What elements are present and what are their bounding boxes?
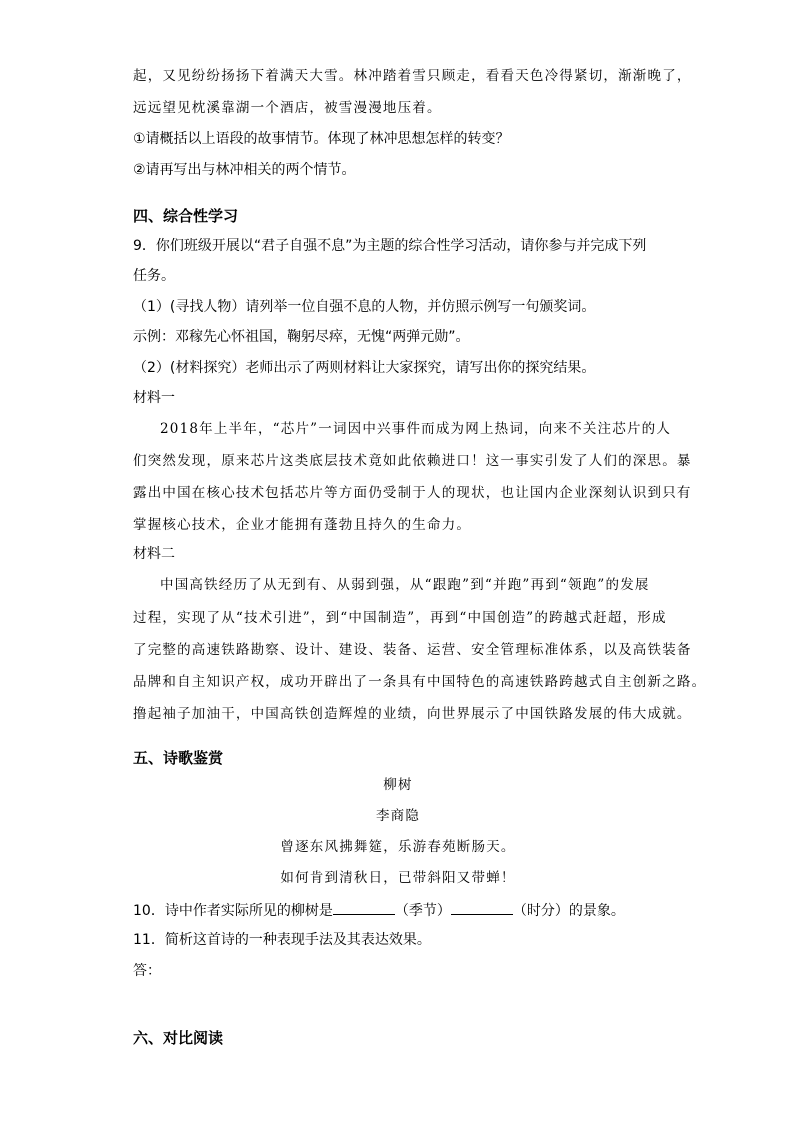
poem-line-1: 曾逐东风拂舞筵，乐游春苑断肠天。	[280, 839, 516, 855]
task-2: （2）(材料探究）老师出示了两则材料让大家探究，请写出你的探究结果。	[133, 360, 596, 376]
material-1-line-1: 2018年上半年，“芯片”一词因中兴事件而成为网上热词，向来不关注芯片的人	[160, 421, 672, 437]
material-2-line-5: 撸起袖子加油干，中国高铁创造辉煌的业绩，向世界展示了中国铁路发展的伟大成就。	[133, 706, 692, 722]
material-2-line-4: 品牌和自主知识产权，成功开辟出了一条具有中国特色的高速铁路跨越式自主创新之路。	[133, 674, 707, 690]
material-2-title: 材料二	[133, 546, 175, 562]
question-11: 11．简析这首诗的一种表现手法及其表达效果。	[133, 932, 431, 948]
poem-author: 李商隐	[375, 808, 421, 824]
material-2-line-2: 过程，实现了从“技术引进”，到“中国制造”，再到“中国创造”的跨越式赶超，形成	[133, 610, 667, 626]
question-8-sub-2: ②请再写出与林冲相关的两个情节。	[133, 162, 356, 178]
material-2-line-3: 了完整的高速铁路勘察、设计、建设、装备、运营、安全管理标准体系，以及高铁装备	[133, 642, 692, 658]
material-1-line-4: 掌握核心技术，企业才能拥有蓬勃且持久的生命力。	[133, 517, 472, 533]
section-4-heading: 四、综合性学习	[133, 207, 239, 225]
material-1-line-3: 露出中国在核心技术包括芯片等方面仍受制于人的现状，也让国内企业深刻认识到只有	[133, 485, 692, 501]
material-1-title: 材料一	[133, 390, 175, 406]
poem-line-2: 如何肯到清秋日，已带斜阳又带蝉！	[280, 870, 516, 886]
section-5-heading: 五、诗歌鉴赏	[133, 749, 224, 767]
passage-line-1: 起，又见纷纷扬扬下着满天大雪。林冲踏着雪只顾走，看看天色冷得紧切，渐渐晚了，	[133, 68, 692, 84]
question-10-suffix: （时分）的景象。	[512, 903, 625, 919]
passage-line-2: 远远望见枕溪靠湖一个酒店，被雪漫漫地压着。	[133, 100, 442, 116]
question-8-sub-1: ①请概括以上语段的故事情节。体现了林冲思想怎样的转变？	[133, 131, 510, 147]
question-9-line-2: 任务。	[133, 268, 175, 284]
poem-title: 柳树	[383, 777, 413, 793]
question-9-line-1: 9．你们班级开展以“君子自强不息”为主题的综合性学习活动，请你参与并完成下列	[133, 238, 647, 254]
task-1-example: 示例：邓稼先心怀祖国，鞠躬尽瘁，无愧“两弹元勋”。	[133, 329, 470, 345]
question-10-mid: （季节）	[394, 903, 451, 919]
time-of-day-blank[interactable]	[451, 900, 513, 915]
question-10	[133, 900, 663, 921]
question-10-prefix: 10．诗中作者实际所见的柳树是	[133, 903, 333, 919]
section-6-heading: 六、对比阅读	[133, 1029, 224, 1047]
material-1-line-2: 们突然发现，原来芯片这类底层技术竟如此依赖进口！这一事实引发了人们的深思。暴	[133, 453, 692, 469]
material-2-line-1: 中国高铁经历了从无到有、从弱到强，从“跟跑”到“并跑”再到“领跑”的发展	[160, 577, 650, 593]
season-blank[interactable]	[333, 900, 395, 915]
task-1: （1）(寻找人物）请列举一位自强不息的人物，并仿照示例写一句颁奖词。	[133, 299, 596, 315]
answer-label: 答：	[133, 963, 161, 979]
